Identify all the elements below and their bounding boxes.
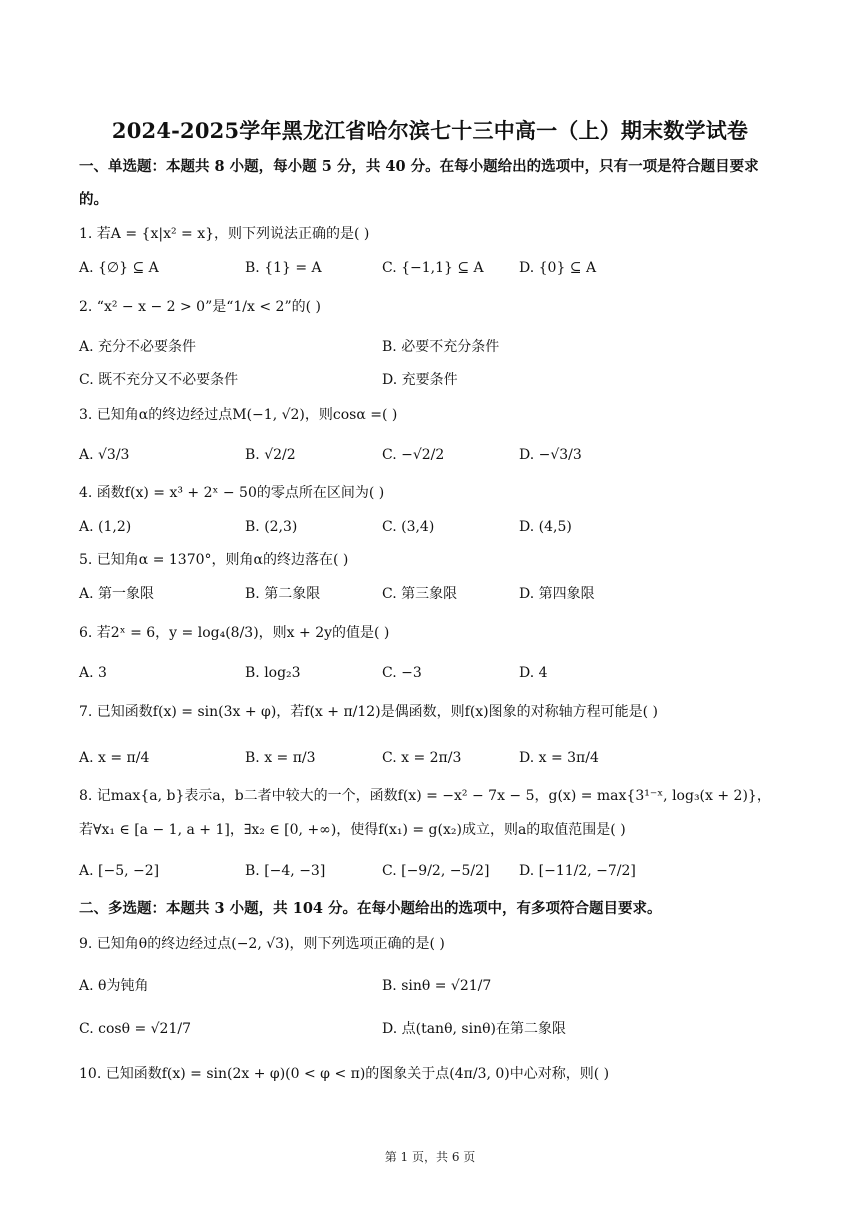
q3-option-d: D. −√3/3 <box>519 447 582 463</box>
q8-option-c: C. [−9/2, −5/2] <box>382 863 490 879</box>
page-title: 2024-2025学年黑龙江省哈尔滨七十三中高一（上）期末数学试卷 <box>111 118 749 143</box>
q3-option-b: B. √2/2 <box>245 447 296 463</box>
q2-option-a: A. 充分不必要条件 <box>79 339 197 355</box>
q6-option-c: C. −3 <box>382 665 422 681</box>
q5-option-d: D. 第四象限 <box>519 586 595 602</box>
question-8-stem: 8. 记max{a, b}表示a，b二者中较大的一个，函数f(x) = −x² − 7x − 5，g(x) = max{3¹⁻ˣ, log₃(x + 2)}， <box>79 788 771 804</box>
question-2-stem: 2. “x² − x − 2 > 0”是“1/x < 2”的( ) <box>79 299 321 315</box>
q1-option-a: A. {∅} ⊆ A <box>79 260 159 276</box>
q5-option-a: A. 第一象限 <box>79 586 155 602</box>
question-5-stem: 5. 已知角α = 1370°，则角α的终边落在( ) <box>79 552 349 568</box>
q5-option-b: B. 第二象限 <box>245 586 321 602</box>
q6-option-b: B. log₂3 <box>245 665 301 681</box>
q2-option-d: D. 充要条件 <box>382 372 458 388</box>
q3-option-c: C. −√2/2 <box>382 447 445 463</box>
q7-option-d: D. x = 3π/4 <box>519 750 599 766</box>
q8-option-d: D. [−11/2, −7/2] <box>519 863 636 879</box>
q2-option-c: C. 既不充分又不必要条件 <box>79 372 239 388</box>
q9-option-a: A. θ为钝角 <box>79 978 149 994</box>
q1-option-d: D. {0} ⊆ A <box>519 260 597 276</box>
question-3-stem: 3. 已知角α的终边经过点M(−1, √2)，则cosα =( ) <box>79 407 398 423</box>
q4-option-a: A. (1,2) <box>79 519 132 535</box>
question-6-stem: 6. 若2ˣ = 6，y = log₄(8/3)，则x + 2y的值是( ) <box>79 625 390 641</box>
section1-header: 一、单选题：本题共 8 小题，每小题 5 分，共 40 分。在每小题给出的选项中，只有一项是符合题目要求 <box>79 158 759 175</box>
q9-option-c: C. cosθ = √21/7 <box>79 1021 191 1037</box>
q3-option-a: A. √3/3 <box>79 447 130 463</box>
q1-option-b: B. {1} = A <box>245 260 322 276</box>
question-8-stem-cont: 若∀x₁ ∈ [a − 1, a + 1]，∃x₂ ∈ [0, +∞)，使得f(x₁) = g(x₂)成立，则a的取值范围是( ) <box>79 822 626 838</box>
question-7-stem: 7. 已知函数f(x) = sin(3x + φ)，若f(x + π/12)是偶函数，则f(x)图象的对称轴方程可能是( ) <box>79 704 659 720</box>
q6-option-a: A. 3 <box>79 665 107 681</box>
q4-option-d: D. (4,5) <box>519 519 572 535</box>
q9-option-b: B. sinθ = √21/7 <box>382 978 492 994</box>
page-footer: 第 1 页，共 6 页 <box>384 1150 476 1164</box>
question-4-stem: 4. 函数f(x) = x³ + 2ˣ − 50的零点所在区间为( ) <box>79 485 385 501</box>
q2-option-b: B. 必要不充分条件 <box>382 339 500 355</box>
q6-option-d: D. 4 <box>519 665 548 681</box>
q7-option-a: A. x = π/4 <box>79 750 150 766</box>
q7-option-c: C. x = 2π/3 <box>382 750 462 766</box>
q4-option-c: C. (3,4) <box>382 519 435 535</box>
q5-option-c: C. 第三象限 <box>382 586 458 602</box>
section2-header: 二、多选题：本题共 3 小题，共 104 分。在每小题给出的选项中，有多项符合题目要求。 <box>79 900 662 917</box>
q4-option-b: B. (2,3) <box>245 519 298 535</box>
q9-option-d: D. 点(tanθ, sinθ)在第二象限 <box>382 1021 566 1037</box>
q7-option-b: B. x = π/3 <box>245 750 316 766</box>
q8-option-a: A. [−5, −2] <box>79 863 160 879</box>
q8-option-b: B. [−4, −3] <box>245 863 326 879</box>
section1-header-cont: 的。 <box>79 191 108 208</box>
question-1-stem: 1. 若A = {x|x² = x}，则下列说法正确的是( ) <box>79 226 370 242</box>
question-10-stem: 10. 已知函数f(x) = sin(2x + φ)(0 < φ < π)的图象关于点(4π/3, 0)中心对称，则( ) <box>79 1066 610 1082</box>
question-9-stem: 9. 已知角θ的终边经过点(−2, √3)，则下列选项正确的是( ) <box>79 936 445 952</box>
q1-option-c: C. {−1,1} ⊆ A <box>382 260 484 276</box>
